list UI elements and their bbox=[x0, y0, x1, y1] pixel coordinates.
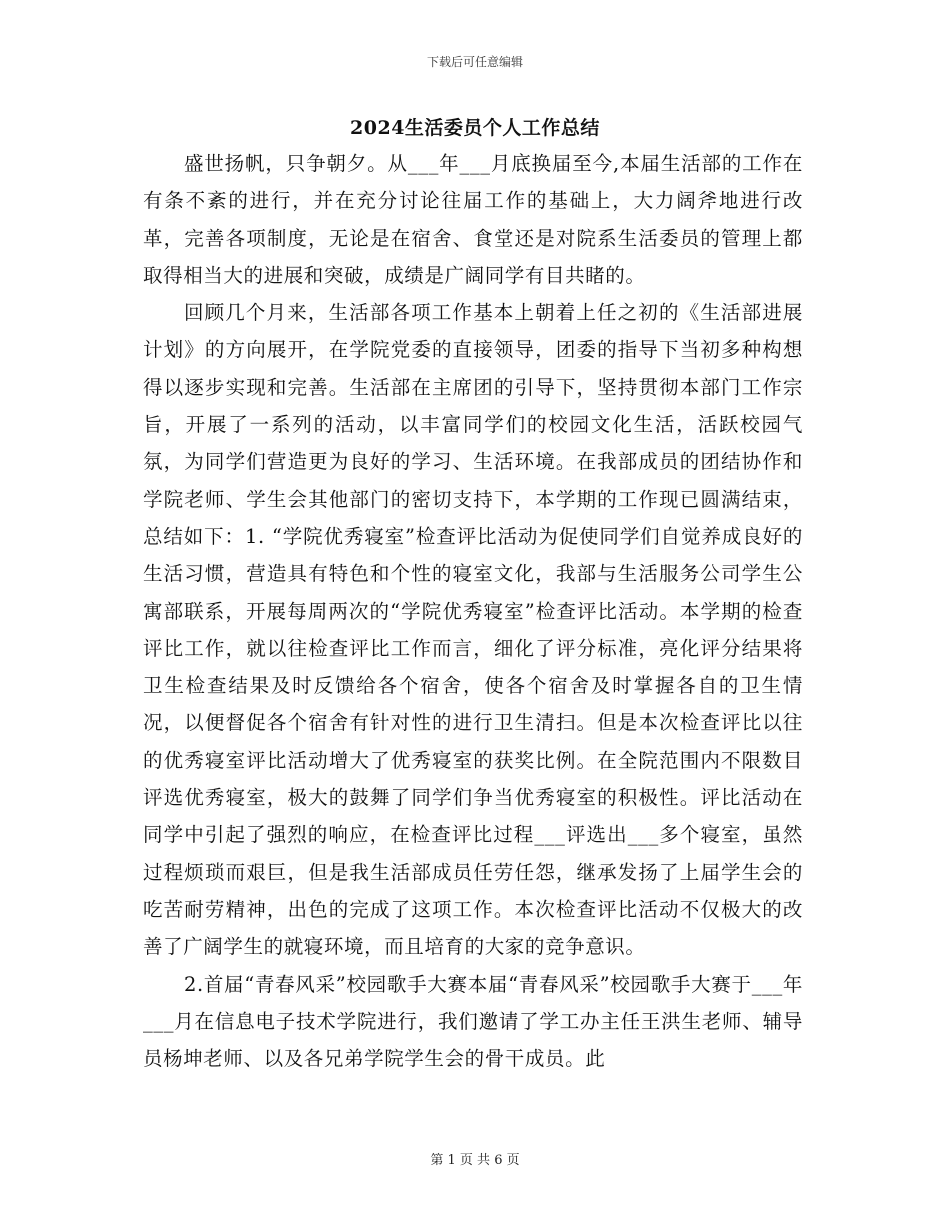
paragraph-2: 回顾几个月来，生活部各项工作基本上朝着上任之初的《生活部进展计划》的方向展开，在学院党委的直接领导，团委的指导下当初多种构想得以逐步实现和完善。生活部在主席团的引导下，坚持贯彻本部门工作宗旨，开展了一系列的活动，以丰富同学们的校园文化生活，活跃校园气氛，为同学们营造更为良好的学习、生活环境。在我部成员的团结协作和学院老师、学生会其他部门的密切支持下，本学期的工作现已圆满结束，总结如下：1. “学院优秀寝室”检查评比活动为促使同学们自觉养成良好的生活习惯，营造具有特色和个性的寝室文化，我部与生活服务公司学生公寓部联系，开展每周两次的“学院优秀寝室”检查评比活动。本学期的检查评比工作，就以往检查评比工作而言，细化了评分标准，亮化评分结果将卫生检查结果及时反馈给各个宿舍，使各个宿舍及时掌握各自的卫生情况，以便督促各个宿舍有针对性的进行卫生清扫。但是本次检查评比以往的优秀寝室评比活动增大了优秀寝室的获奖比例。在全院范围内不限数目评选优秀寝室，极大的鼓舞了同学们争当优秀寝室的积极性。评比活动在同学中引起了强烈的响应，在检查评比过程___评选出___多个寝室，虽然过程烦琐而艰巨，但是我生活部成员任劳任怨，继承发扬了上届学生会的吃苦耐劳精神，出色的完成了这项工作。本次检查评比活动不仅极大的改善了广阔学生的就寝环境，而且培育的大家的竞争意识。 bbox=[143, 301, 803, 959]
document-title: 2024生活委员个人工作总结 bbox=[350, 117, 600, 139]
document-body bbox=[143, 145, 803, 1077]
header-note: 下载后可任意编辑 bbox=[426, 55, 523, 69]
paragraph-1: 盛世扬帆，只争朝夕。从___年___月底换届至今,本届生活部的工作在有条不紊的进行，并在充分讨论往届工作的基础上，大力阔斧地进行改革，完善各项制度，无论是在宿舍、食堂还是对院系生活委员的管理上都取得相当大的进展和突破，成绩是广阔同学有目共睹的。 bbox=[143, 152, 803, 287]
paragraph-3: 2.首届“青春风采”校园歌手大赛本届“青春风采”校园歌手大赛于___年___月在信息电子技术学院进行，我们邀请了学工办主任王洪生老师、辅导员杨坤老师、以及各兄弟学院学生会的骨干成员。此 bbox=[143, 972, 803, 1071]
page-number: 第 1 页 共 6 页 bbox=[430, 1153, 520, 1168]
